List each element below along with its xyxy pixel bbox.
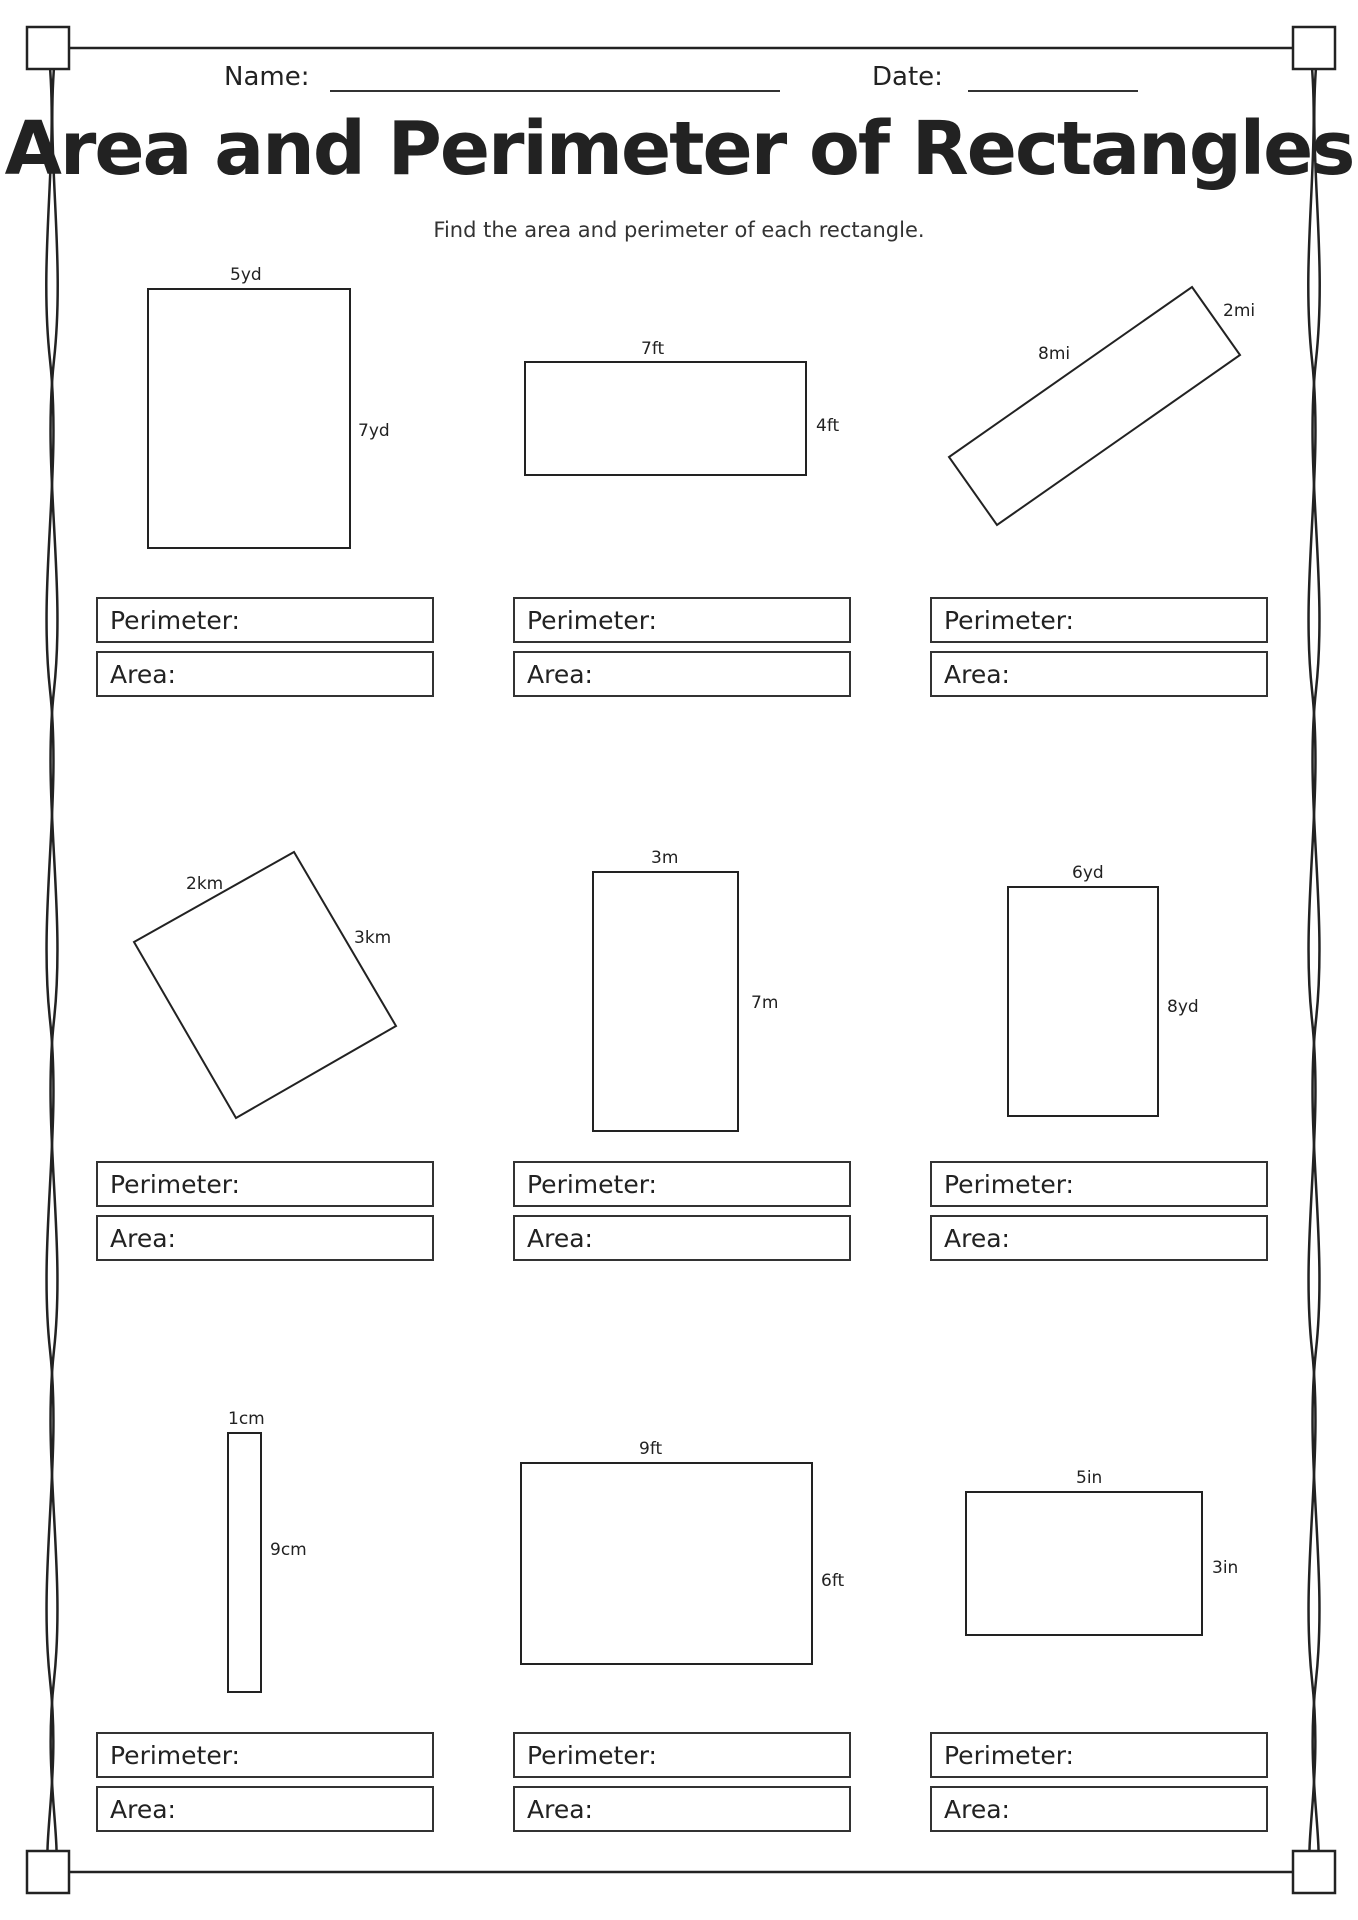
problem-9 [930, 1253, 1350, 1824]
corner-square-bottom-right [1293, 1851, 1335, 1893]
perimeter-answer-box[interactable]: Perimeter: [96, 597, 434, 643]
width-label: 3m [651, 848, 679, 868]
rectangle-shape [228, 1433, 261, 1692]
rectangle-shape [593, 872, 738, 1131]
date-label: Date: [872, 62, 943, 92]
area-answer-box[interactable]: Area: [513, 1215, 851, 1261]
height-label: 7yd [358, 421, 390, 441]
width-label: 5in [1076, 1468, 1103, 1488]
perimeter-answer-box[interactable]: Perimeter: [930, 597, 1268, 643]
problem-4 [96, 682, 516, 1253]
rectangle-diagram [930, 118, 1350, 578]
height-label: 9cm [270, 1540, 307, 1560]
area-answer-box[interactable]: Area: [513, 651, 851, 697]
rectangle-diagram [96, 1253, 516, 1713]
height-label: 7m [751, 993, 779, 1013]
width-label: 2km [186, 874, 224, 894]
corner-square-bottom-left [27, 1851, 69, 1893]
problem-8 [513, 1253, 933, 1824]
perimeter-answer-box[interactable]: Perimeter: [96, 1161, 434, 1207]
rectangle-shape [148, 289, 350, 548]
rectangle-shape [521, 1463, 812, 1664]
rectangle-diagram [96, 682, 516, 1142]
problem-5 [513, 682, 933, 1253]
rectangle-diagram [513, 682, 933, 1142]
perimeter-answer-box[interactable]: Perimeter: [96, 1732, 434, 1778]
rectangle-diagram [930, 682, 1350, 1142]
area-answer-box[interactable]: Area: [96, 1786, 434, 1832]
perimeter-answer-box[interactable]: Perimeter: [930, 1161, 1268, 1207]
height-label: 6ft [821, 1571, 845, 1591]
instructions: Find the area and perimeter of each rectangle. [433, 218, 925, 242]
area-answer-box[interactable]: Area: [930, 1786, 1268, 1832]
width-label: 1cm [228, 1409, 265, 1429]
problem-3 [930, 118, 1350, 689]
height-label: 4ft [816, 416, 840, 436]
problem-7 [96, 1253, 516, 1824]
perimeter-answer-box[interactable]: Perimeter: [513, 1161, 851, 1207]
problem-2 [513, 118, 933, 689]
corner-square-top-left [27, 27, 69, 69]
problem-1 [96, 118, 516, 689]
rectangle-shape [966, 1492, 1202, 1635]
perimeter-answer-box[interactable]: Perimeter: [513, 1732, 851, 1778]
width-label: 8mi [1038, 344, 1071, 364]
rectangle-diagram [513, 1253, 933, 1713]
height-label: 3km [354, 928, 392, 948]
height-label: 3in [1212, 1558, 1239, 1578]
page-title: Area and Perimeter of Rectangles [4, 106, 1354, 192]
problem-6 [930, 682, 1350, 1253]
width-label: 5yd [230, 265, 262, 285]
area-answer-box[interactable]: Area: [930, 1215, 1268, 1261]
area-answer-box[interactable]: Area: [930, 651, 1268, 697]
rectangle-shape [134, 852, 396, 1118]
area-answer-box[interactable]: Area: [513, 1786, 851, 1832]
rectangle-diagram [96, 118, 516, 578]
perimeter-answer-box[interactable]: Perimeter: [930, 1732, 1268, 1778]
perimeter-answer-box[interactable]: Perimeter: [513, 597, 851, 643]
rectangle-diagram [513, 118, 933, 578]
width-label: 7ft [641, 339, 665, 359]
rectangle-diagram [930, 1253, 1350, 1713]
date-line[interactable] [968, 66, 1138, 92]
width-label: 6yd [1072, 863, 1104, 883]
name-line[interactable] [330, 66, 780, 92]
height-label: 8yd [1167, 997, 1199, 1017]
height-label: 2mi [1223, 301, 1256, 321]
corner-square-top-right [1293, 27, 1335, 69]
rectangle-shape [1008, 887, 1158, 1116]
rectangle-shape [525, 362, 806, 475]
width-label: 9ft [639, 1439, 663, 1459]
area-answer-box[interactable]: Area: [96, 1215, 434, 1261]
rectangle-shape [949, 287, 1240, 525]
name-label: Name: [224, 62, 310, 92]
area-answer-box[interactable]: Area: [96, 651, 434, 697]
